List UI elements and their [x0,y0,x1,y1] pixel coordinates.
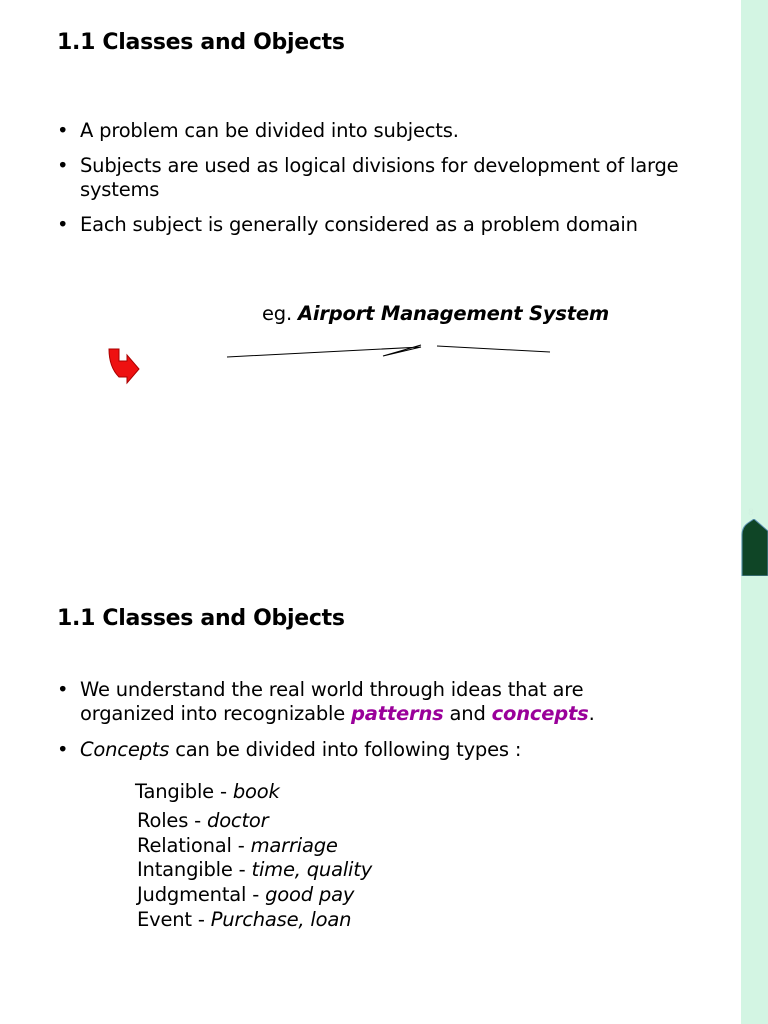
slide2-bullet-1: • We understand the real world through ideas that are organized into recognizable patterns and concepts. [57,678,595,725]
type-row-intangible: Intangible - time, quality [137,858,373,881]
concepts-word: Concepts [80,738,170,761]
bullet-dot: • [57,738,69,761]
type-row-tangible: Tangible - book [135,780,280,803]
slide1-bullet-list [57,119,717,237]
type-row-roles: Roles - doctor [137,809,269,832]
right-side-strip [741,0,768,1024]
slide2-bullet-list [57,678,717,762]
slide1-bullet-3: • Each subject is generally considered as a problem domain [57,213,638,236]
example-system-name: Airport Management System [297,302,610,325]
slide2-bullet-2: • Concepts can be divided into following types : [57,738,522,761]
slide1-bullet-1: • A problem can be divided into subjects. [57,119,459,142]
type-row-event: Event - Purchase, loan [137,908,352,931]
slide-number: 8 [748,508,754,518]
brace-connector [225,340,555,368]
concepts-highlight: concepts [491,702,589,725]
example-prefix: eg. [262,302,292,325]
red-arrow-icon [105,345,145,391]
bullet-dot: • [57,678,69,701]
slide1-bullet-2: • Subjects are used as logical divisions for development of large systems [57,154,679,201]
bullet-dot: • [57,213,69,236]
slide-tab-marker [741,519,768,576]
example-line [262,302,609,325]
slide2-title: 1.1 Classes and Objects [57,606,345,631]
bullet-dot: • [57,119,69,142]
slide1-title: 1.1 Classes and Objects [57,30,345,55]
patterns-highlight: patterns [351,702,444,725]
bullet-dot: • [57,154,69,177]
type-row-judgmental: Judgmental - good pay [137,883,355,906]
type-row-relational: Relational - marriage [137,834,338,857]
